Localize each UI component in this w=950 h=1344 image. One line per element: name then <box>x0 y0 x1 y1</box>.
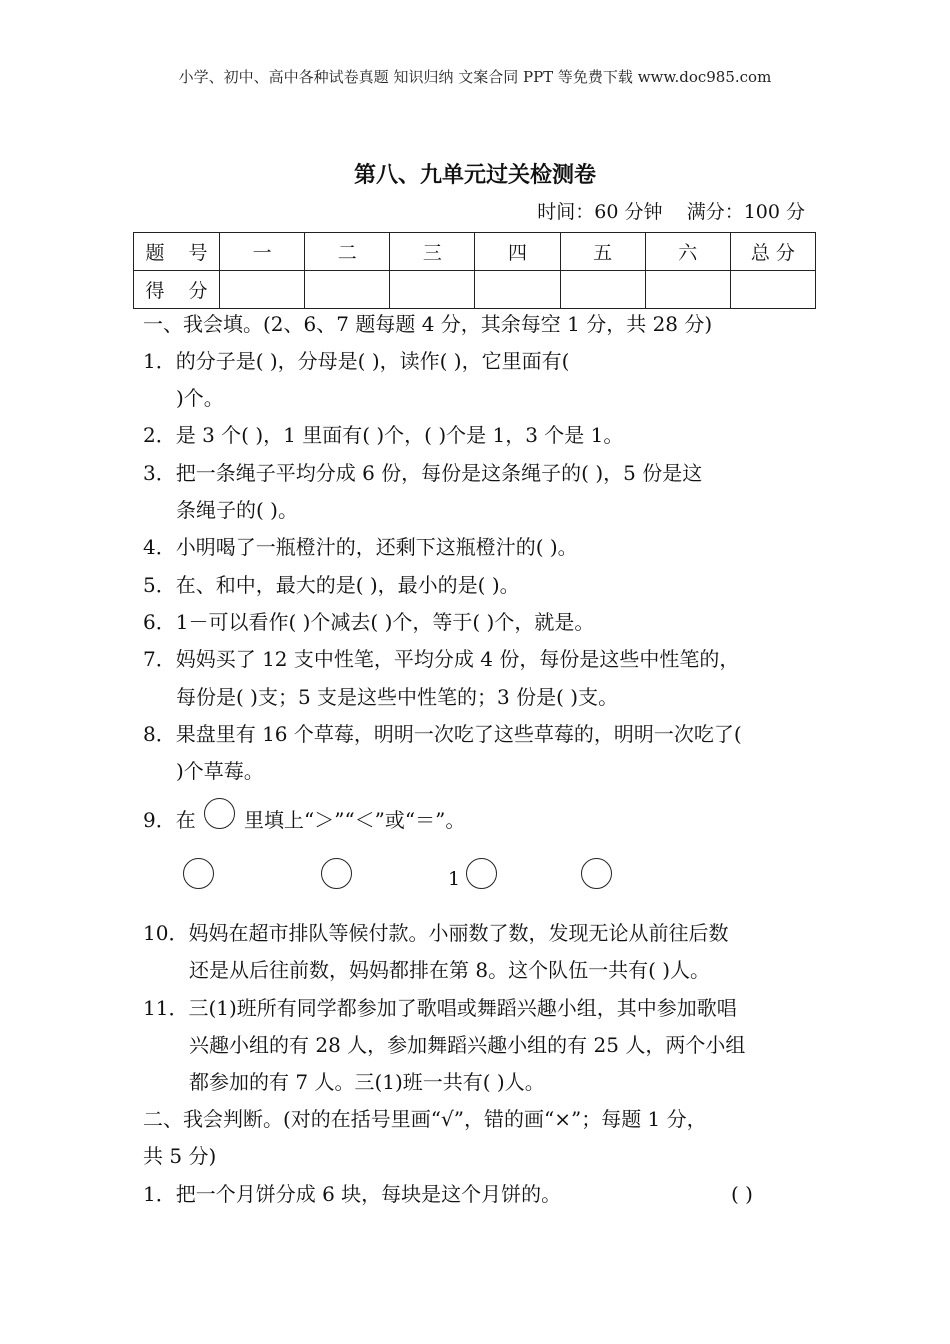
score-cell[interactable] <box>645 271 730 309</box>
q3-line2: 条绳子的( )。 <box>176 498 298 522</box>
q10-line2: 还是从后往前数，妈妈都排在第 8。这个队伍一共有( )人。 <box>189 958 711 982</box>
q6: 6．1－可以看作( )个减去( )个，等于( )个，就是。 <box>143 610 595 634</box>
s2-q1: 1．把一个月饼分成 6 块，每块是这个月饼的。 <box>143 1182 562 1206</box>
col-header: 三 <box>390 233 475 271</box>
col-header: 一 <box>220 233 305 271</box>
score-cell[interactable] <box>560 271 645 309</box>
col-header: 四 <box>475 233 560 271</box>
section2-heading-line1: 二、我会判断。(对的在括号里画“√”，错的画“×”；每题 1 分， <box>143 1107 707 1131</box>
compare-circle-1[interactable] <box>183 858 214 889</box>
exam-meta <box>537 197 805 224</box>
score-table <box>133 232 816 309</box>
compare-circle-3[interactable] <box>466 858 497 889</box>
section1-heading: 一、我会填。(2、6、7 题每题 4 分，其余每空 1 分，共 28 分) <box>143 312 713 336</box>
col-header: 六 <box>645 233 730 271</box>
q9-prefix: 9．在 <box>143 808 196 832</box>
example-circle-icon <box>204 798 235 829</box>
q8-line2: )个草莓。 <box>176 759 264 783</box>
score-table-header-row <box>134 233 816 271</box>
compare-circle-2[interactable] <box>321 858 352 889</box>
score-table-score-row <box>134 271 816 309</box>
q4: 4．小明喝了一瓶橙汁的，还剩下这瓶橙汁的( )。 <box>143 535 578 559</box>
q8-line1: 8．果盘里有 16 个草莓，明明一次吃了这些草莓的，明明一次吃了( <box>143 722 742 746</box>
score-cell[interactable] <box>390 271 475 309</box>
q9-suffix: 里填上“＞”“＜”或“＝”。 <box>244 808 466 832</box>
score-cell[interactable] <box>475 271 560 309</box>
q7-line2: 每份是( )支；5 支是这些中性笔的；3 份是( )支。 <box>176 685 619 709</box>
q3-line1: 3．把一条绳子平均分成 6 份，每份是这条绳子的( )，5 份是这 <box>143 461 703 485</box>
q7-line1: 7．妈妈买了 12 支中性笔，平均分成 4 份，每份是这些中性笔的， <box>143 647 740 671</box>
q1-line1: 1．的分子是( )，分母是( )，读作( )，它里面有( <box>143 349 570 373</box>
score-cell[interactable] <box>305 271 390 309</box>
time-limit: 时间：60 分钟 <box>537 201 663 223</box>
q2: 2．是 3 个( )，1 里面有( )个，( )个是 1，3 个是 1。 <box>143 423 624 447</box>
col-header: 五 <box>560 233 645 271</box>
section2-heading-line2: 共 5 分) <box>143 1144 217 1168</box>
page-header-banner: 小学、初中、高中各种试卷真题 知识归纳 文案合同 PPT 等免费下载 www.doc985.com <box>178 68 772 86</box>
q9-one: 1 <box>448 868 461 890</box>
q11-line3: 都参加的有 7 人。三(1)班一共有( )人。 <box>189 1070 545 1094</box>
q10-line1: 10．妈妈在超市排队等候付款。小丽数了数，发现无论从前往后数 <box>143 921 729 945</box>
q5: 5．在、和中，最大的是( )，最小的是( )。 <box>143 573 520 597</box>
s2-q1-answer-paren[interactable]: ( ) <box>731 1182 753 1206</box>
page-title: 第八、九单元过关检测卷 <box>353 163 596 188</box>
row-label-question-number: 题 号 <box>134 233 220 271</box>
q1-line2: )个。 <box>176 386 224 410</box>
score-cell-total[interactable] <box>730 271 815 309</box>
score-cell[interactable] <box>220 271 305 309</box>
col-header: 二 <box>305 233 390 271</box>
q11-line1: 11．三(1)班所有同学都参加了歌唱或舞蹈兴趣小组，其中参加歌唱 <box>143 996 737 1020</box>
q11-line2: 兴趣小组的有 28 人，参加舞蹈兴趣小组的有 25 人，两个小组 <box>189 1033 746 1057</box>
row-label-score: 得 分 <box>134 271 220 309</box>
full-score: 满分：100 分 <box>686 201 805 223</box>
compare-circle-4[interactable] <box>581 858 612 889</box>
col-header-total: 总 分 <box>730 233 815 271</box>
